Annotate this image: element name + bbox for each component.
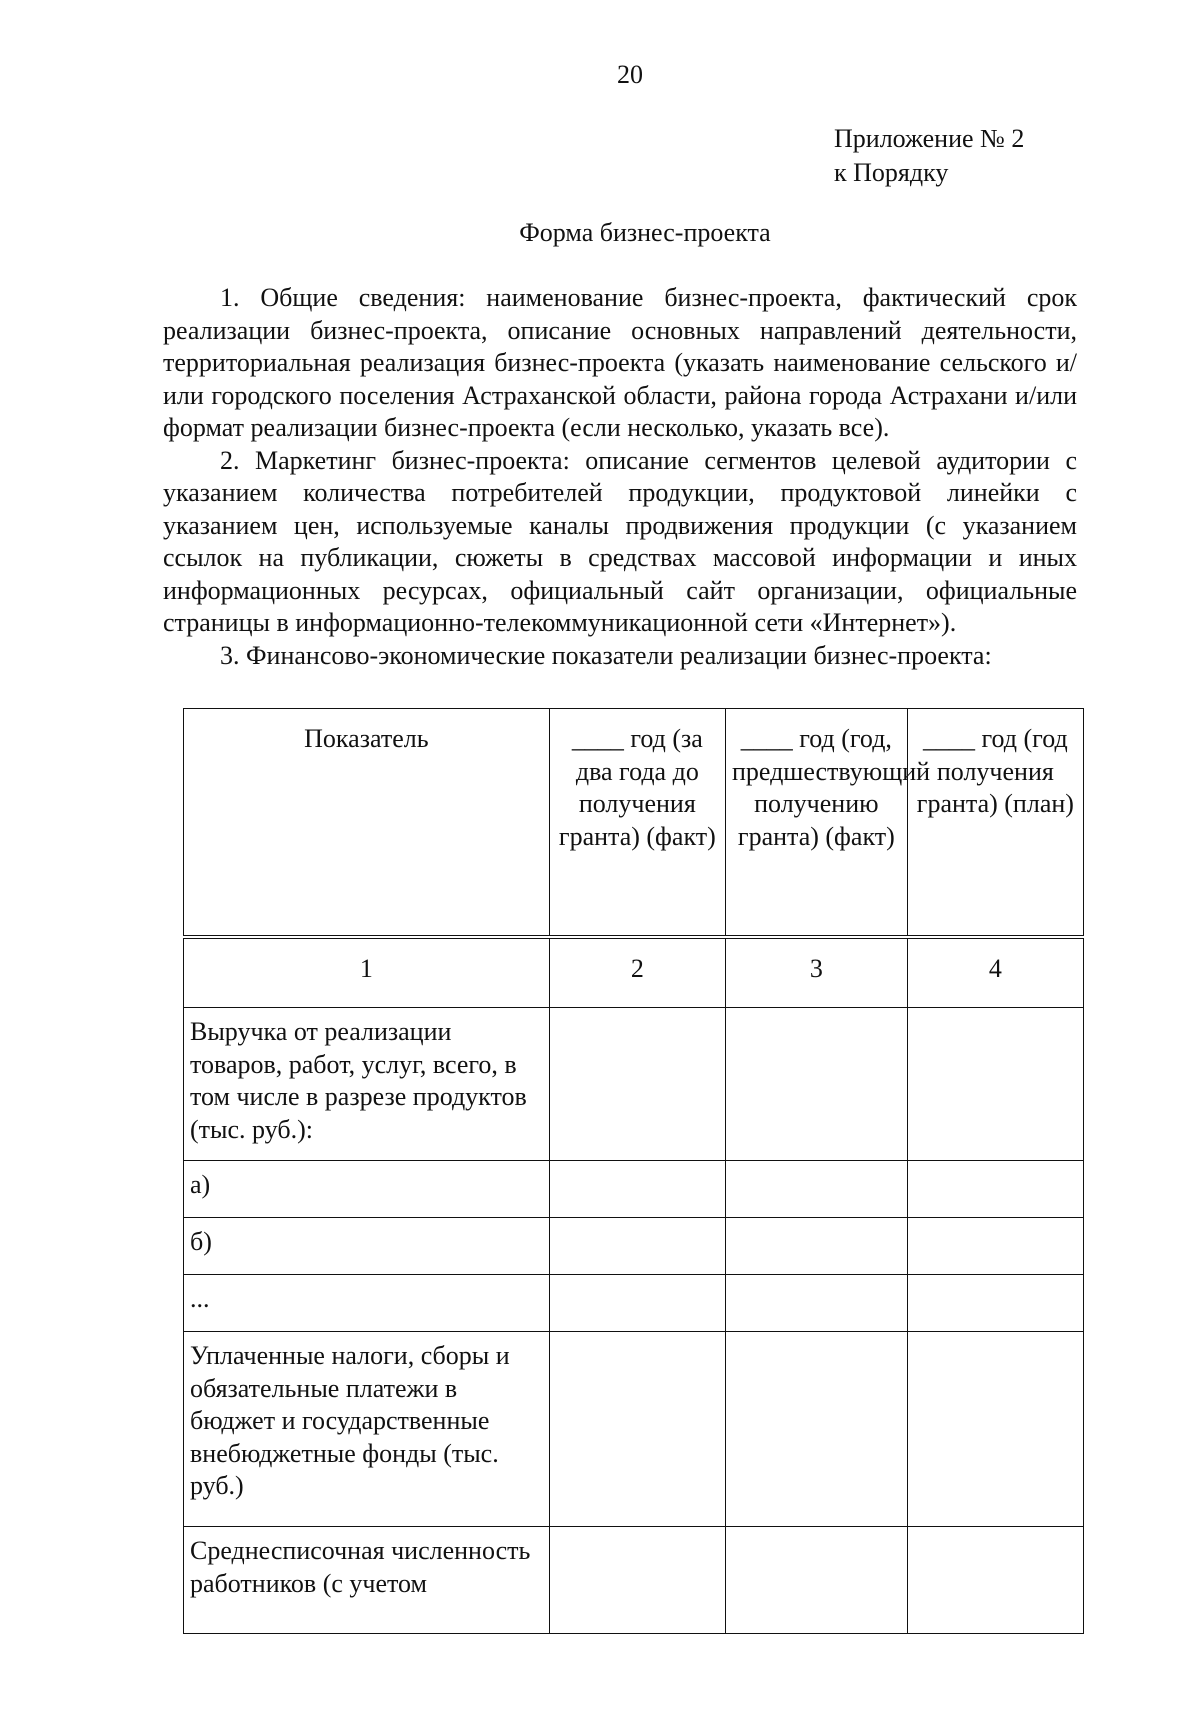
table-row-a (184, 1161, 1084, 1218)
form-title: Форма бизнес-проекта (519, 218, 771, 247)
row-label: Уплаченные налоги, сборы и обязательные платежи в бюджет и государственные внебюджетные фонды (тыс. руб.) (184, 1332, 550, 1527)
value-cell (725, 1527, 907, 1634)
value-cell (907, 1218, 1083, 1275)
row-label: а) (184, 1161, 550, 1218)
column-number: 1 (184, 937, 550, 1008)
header-grant-year: ____ год (год получения гранта) (план) (907, 709, 1083, 938)
page-number: 20 (617, 60, 643, 89)
table-row-revenue (184, 1008, 1084, 1161)
column-number: 2 (549, 937, 725, 1008)
header-year-minus-2: ____ год (за два года до получения гранта) (факт) (549, 709, 725, 938)
value-cell (549, 1332, 725, 1527)
column-number: 4 (907, 937, 1083, 1008)
appendix-line-1: Приложение № 2 (834, 124, 1025, 153)
table-row-headcount (184, 1527, 1084, 1634)
value-cell (907, 1161, 1083, 1218)
table-row-b (184, 1218, 1084, 1275)
appendix-line-2: к Порядку (834, 158, 949, 187)
paragraph-general-info: 1. Общие сведения: наименование бизнес-проекта, фактический срок реализации бизнес-проекта, описание основных направлений деятельности, территориальная реализация бизнес-проекта (указать наименование сельского и/или городского поселения Астраханской области, района города Астрахани и/или формат реализации бизнес-проекта (если несколько, указать все). (163, 283, 1077, 442)
value-cell (549, 1218, 725, 1275)
table-row-ellipsis (184, 1275, 1084, 1332)
header-year-minus-1: ____ год (год, предшествующий получению гранта) (факт) (725, 709, 907, 938)
value-cell (725, 1332, 907, 1527)
value-cell (725, 1161, 907, 1218)
value-cell (907, 1275, 1083, 1332)
appendix-reference (834, 122, 1024, 190)
financial-indicators-table (183, 708, 1084, 1634)
row-label: Среднесписочная численность работников (с учетом (184, 1527, 550, 1634)
column-number: 3 (725, 937, 907, 1008)
paragraph-financial: 3. Финансово-экономические показатели реализации бизнес-проекта: (220, 640, 992, 670)
table-row-taxes (184, 1332, 1084, 1527)
value-cell (907, 1527, 1083, 1634)
table-header-row (184, 709, 1084, 938)
value-cell (725, 1218, 907, 1275)
row-label: ... (184, 1275, 550, 1332)
value-cell (549, 1161, 725, 1218)
column-numbers-row (184, 937, 1084, 1008)
body-text (163, 282, 1077, 672)
row-label: б) (184, 1218, 550, 1275)
row-label: Выручка от реализации товаров, работ, услуг, всего, в том числе в разрезе продуктов (тыс. руб.): (184, 1008, 550, 1161)
value-cell (907, 1008, 1083, 1161)
value-cell (725, 1008, 907, 1161)
value-cell (725, 1275, 907, 1332)
value-cell (549, 1527, 725, 1634)
value-cell (549, 1275, 725, 1332)
header-indicator: Показатель (184, 709, 550, 938)
value-cell (549, 1008, 725, 1161)
value-cell (907, 1332, 1083, 1527)
paragraph-marketing: 2. Маркетинг бизнес-проекта: описание сегментов целевой аудитории с указанием количества потребителей продукции, продуктовой линейки с указанием цен, используемые каналы продвижения продукции (с указанием ссылок на публикации, сюжеты в средствах массовой информации и иных информационных ресурсах, официальный сайт организации, официальные страницы в информационно-телекоммуникационной сети «Интернет»). (163, 445, 1077, 637)
